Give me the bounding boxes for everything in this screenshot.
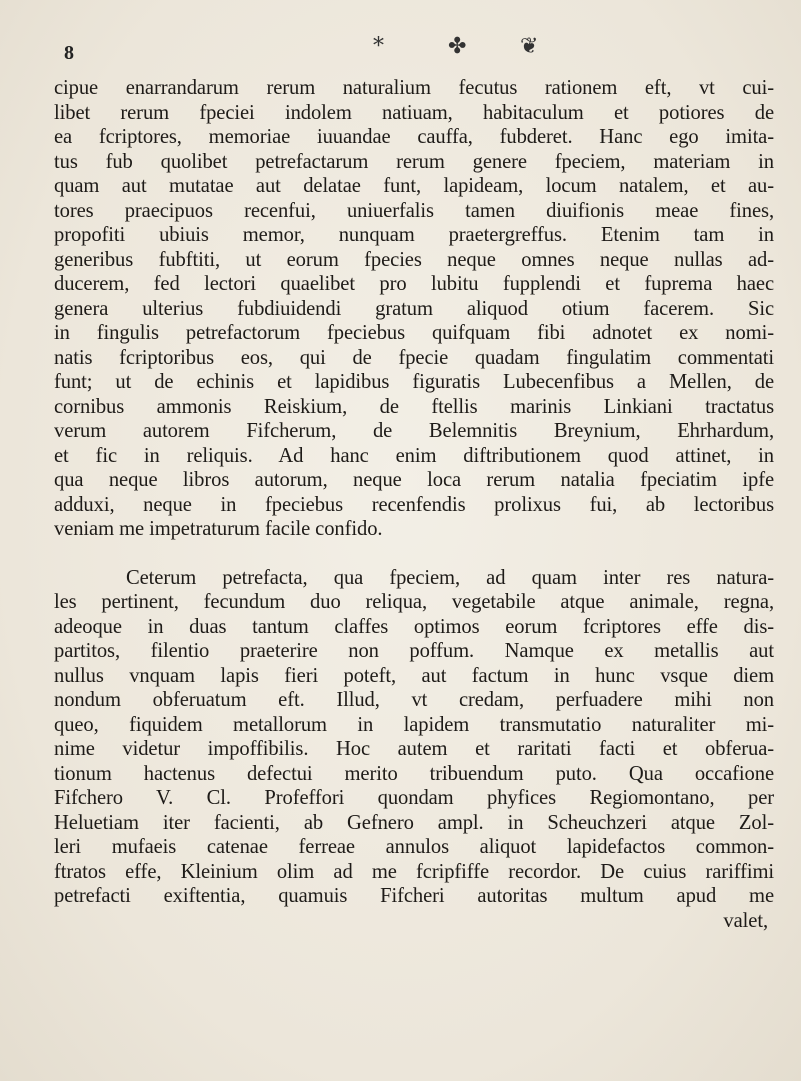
- text-line: tus fub quolibet petrefactarum rerum genere fpeciem, materiam in: [54, 150, 774, 173]
- text-line: leri mufaeis catenae ferreae annulos aliquot lapidefactos common-: [54, 836, 774, 858]
- text-line: quam aut mutatae aut delatae funt, lapideam, locum natalem, et au-: [54, 175, 774, 197]
- paragraph-1: [54, 76, 774, 542]
- text-line: adduxi, neque in fpeciebus recenfendis prolixus fui, ab lectoribus: [54, 493, 774, 516]
- text-line: propofiti ubiuis memor, nunquam praetergreffus. Etenim tam in: [54, 224, 774, 246]
- text-line: et fic in reliquis. Ad hanc enim diftributionem quod attinet, in: [54, 444, 774, 467]
- text-line: in fingulis petrefactorum fpeciebus quifquam fibi adnotet ex nomi-: [54, 322, 774, 344]
- text-line: funt; ut de echinis et lapidibus figuratis Lubecenfibus a Mellen, de: [54, 371, 774, 393]
- text-line: generibus fubftiti, ut eorum fpecies neque omnes neque nullas ad-: [54, 248, 774, 271]
- text-line: genera ulterius fubdiuidendi gratum aliquod otium facerem. Sic: [54, 297, 774, 320]
- text-line: nime videtur impoffibilis. Hoc autem et raritati facti et obferua-: [54, 738, 774, 760]
- catchword: valet,: [723, 909, 768, 932]
- text-line: adeoque in duas tantum claffes optimos eorum fcriptores effe dis-: [54, 615, 774, 638]
- text-line: cornibus ammonis Reiskium, de ftellis marinis Linkiani tractatus: [54, 395, 774, 418]
- text-line: ducerem, fed lectori quaelibet pro lubitu fupplendi et fuprema haec: [54, 273, 774, 295]
- text-line: cipue enarrandarum rerum naturalium fecutus rationem eft, vt cui-: [54, 77, 774, 99]
- text-line: ftratos effe, Kleinium olim ad me fcripfiffe recordor. De cuius rariffimi: [54, 860, 774, 883]
- text-line: ea fcriptores, memoriae iuuandae cauffa, fubderet. Hanc ego imita-: [54, 126, 774, 148]
- text-line: tionum hactenus defectui merito tribuendum puto. Qua occafione: [54, 762, 774, 785]
- text-line: Heluetiam iter facienti, ab Gefnero ampl. in Scheuchzeri atque Zol-: [54, 811, 774, 834]
- text-line: queo, fiquidem metallorum in lapidem transmutatio naturaliter mi-: [54, 713, 774, 736]
- text-line: qua neque libros autorum, neque loca rerum natalia fpeciatim ipfe: [54, 469, 774, 491]
- body-text: [54, 76, 774, 933]
- running-header: [0, 30, 801, 70]
- ornament-3: ❦: [520, 34, 539, 59]
- page-number: 8: [64, 42, 74, 64]
- text-line: nondum obferuatum eft. Illud, vt credam, perfuadere mihi non: [54, 689, 774, 711]
- paragraph-2: [54, 566, 774, 934]
- text-line: natis fcriptoribus eos, qui de fpecie quadam fingulatim commentati: [54, 346, 774, 369]
- ornament-1: *: [373, 34, 384, 59]
- text-line: Fifchero V. Cl. Profeffori quondam phyfices Regiomontano, per: [54, 787, 774, 809]
- text-line: libet rerum fpeciei indolem natiuam, habitaculum et potiores de: [54, 101, 774, 124]
- text-line: nullus vnquam lapis fieri poteft, aut factum in hunc vsque diem: [54, 664, 774, 687]
- text-line: verum autorem Fifcherum, de Belemnitis Breynium, Ehrhardum,: [54, 420, 774, 442]
- ornament-2: ✤: [448, 34, 467, 59]
- text-line: veniam me impetraturum facile confido.: [54, 518, 383, 540]
- text-line: tores praecipuos recenfui, uniuerfalis tamen diuifionis meae fines,: [54, 199, 774, 222]
- text-line: partitos, filentio praeterire non poffum. Namque ex metallis aut: [54, 640, 774, 662]
- text-line: Ceterum petrefacta, qua fpeciem, ad quam inter res natura-: [126, 566, 774, 589]
- paragraph-gap: [54, 542, 774, 566]
- text-line: petrefacti exiftentia, quamuis Fifcheri autoritas multum apud me: [54, 885, 774, 907]
- text-line: les pertinent, fecundum duo reliqua, vegetabile atque animale, regna,: [54, 591, 774, 613]
